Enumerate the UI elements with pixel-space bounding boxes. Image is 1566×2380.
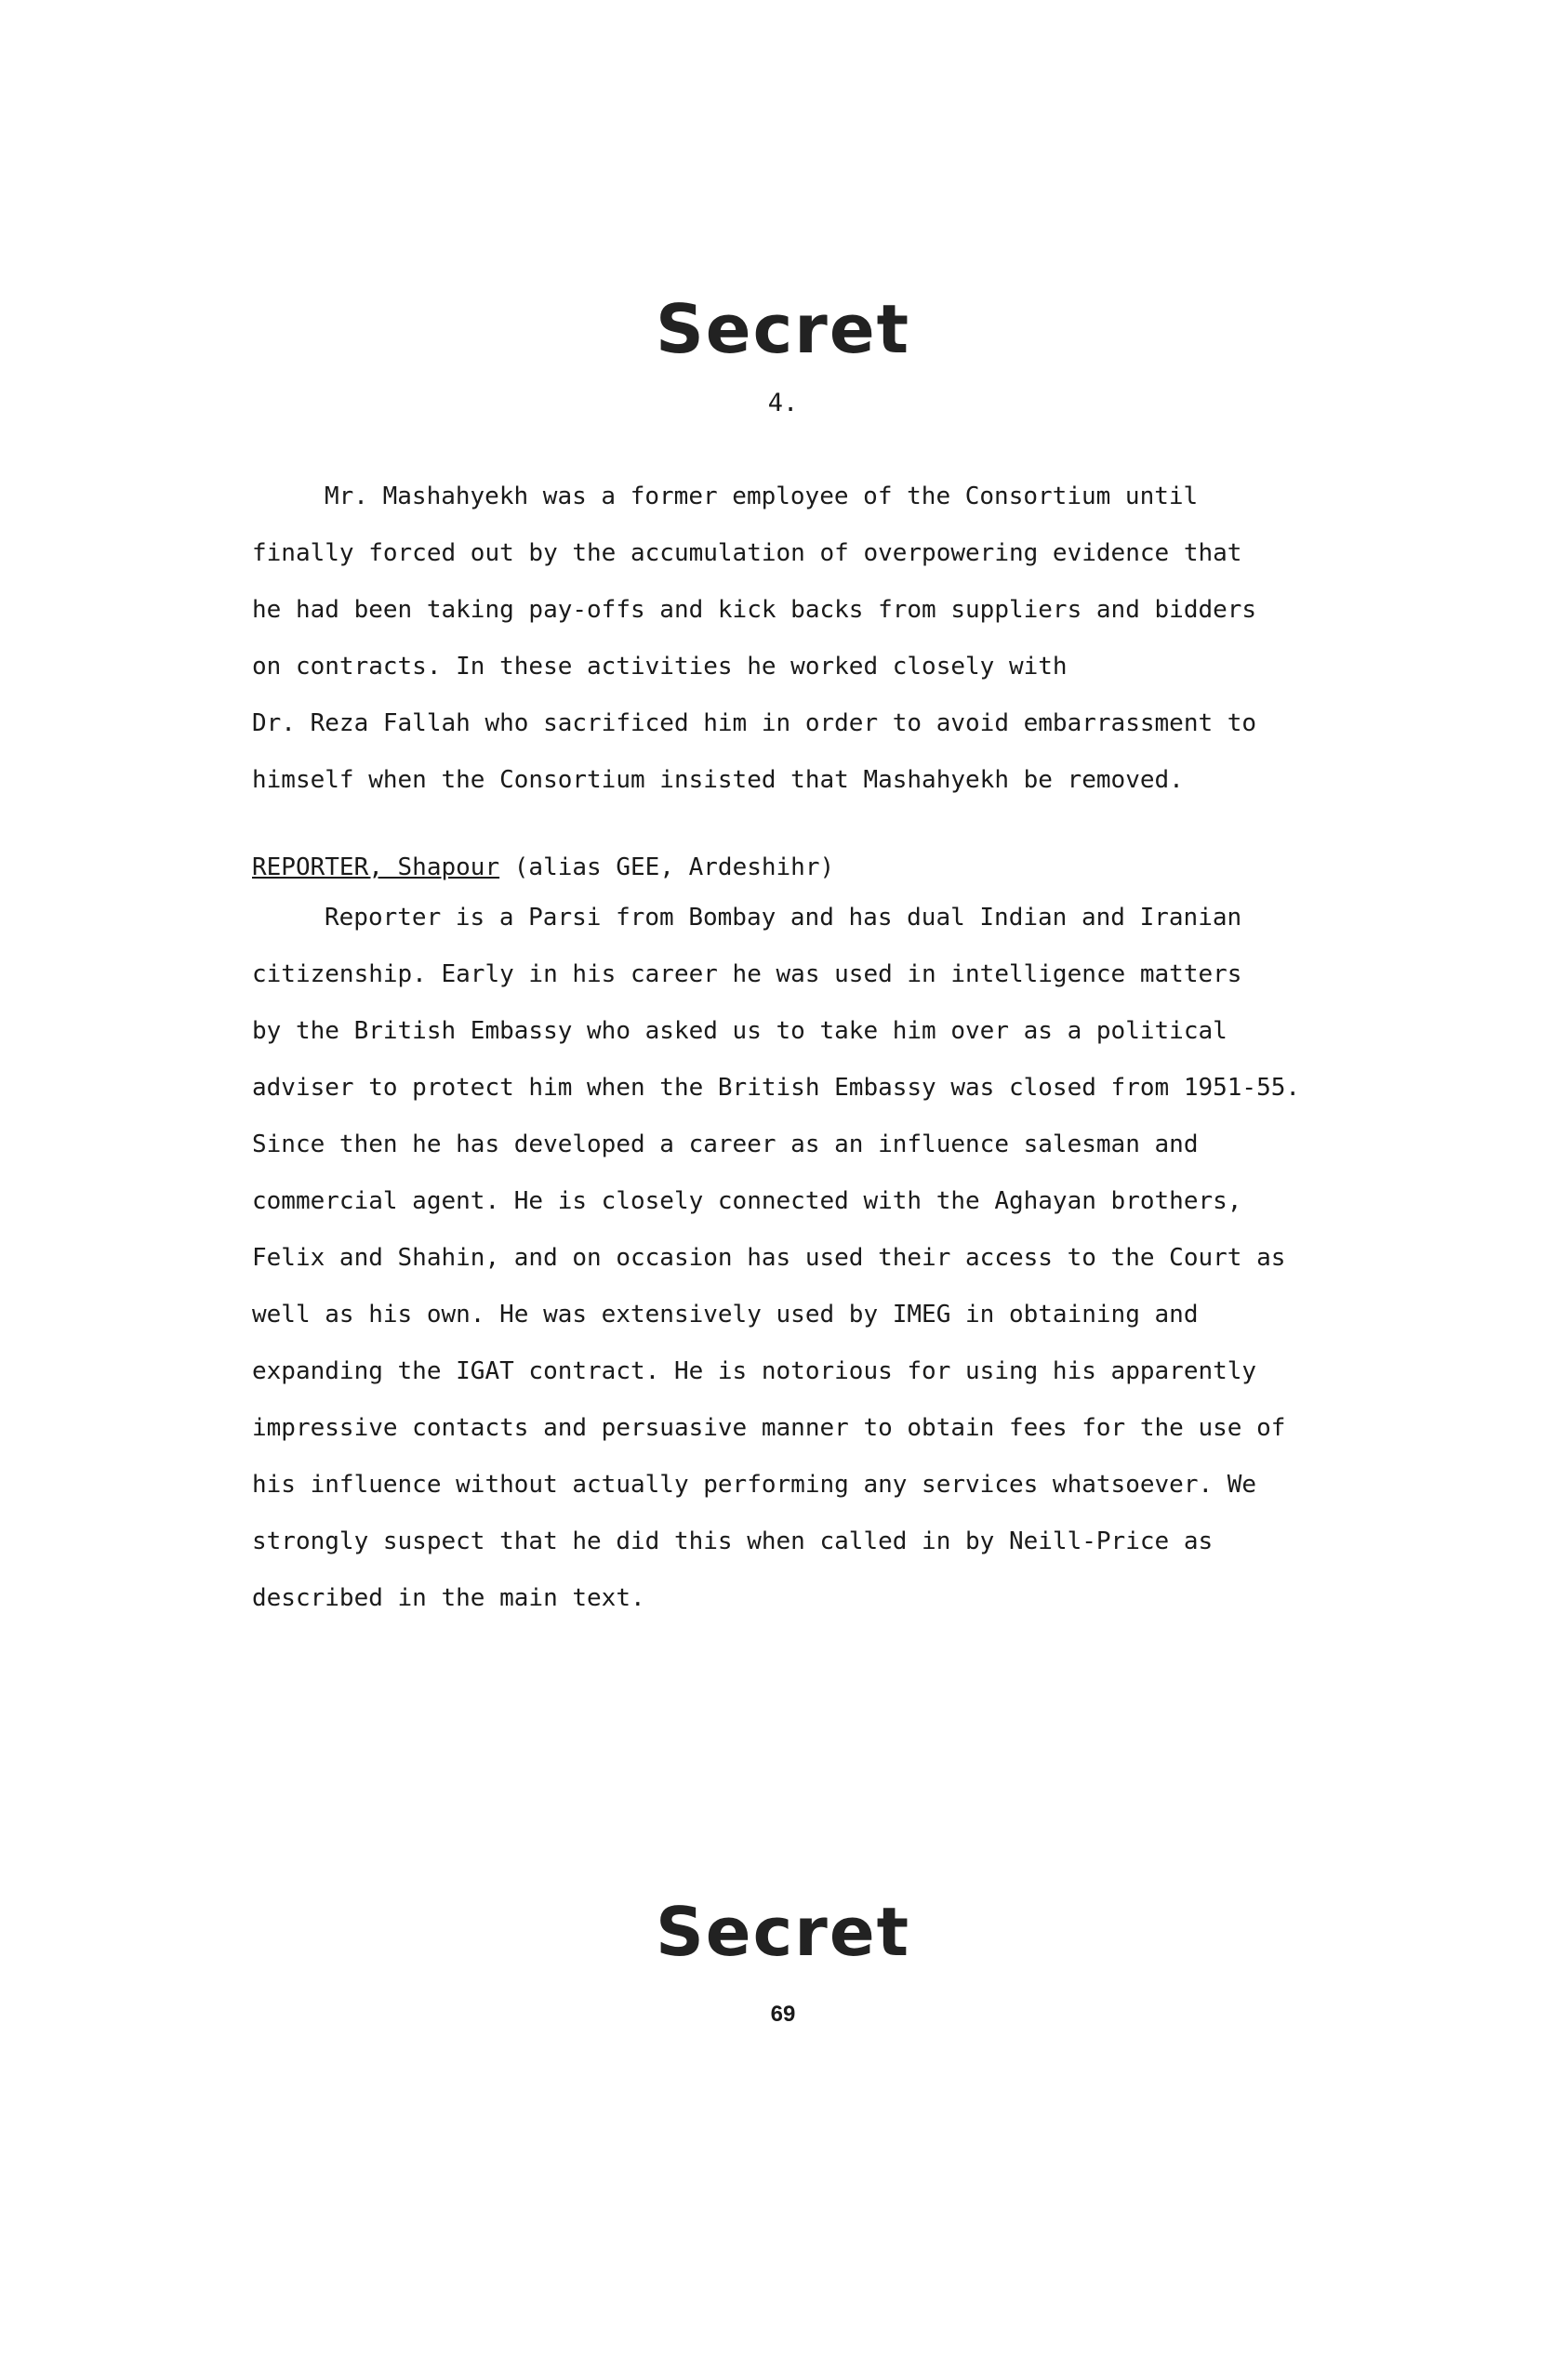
text-line: he had been taking pay-offs and kick backs from suppliers and bidders [252,596,1257,624]
text-line: on contracts. In these activities he worked closely with [252,653,1068,681]
text-line: citizenship. Early in his career he was used in intelligence matters [252,960,1242,988]
secret-stamp-top: Secret [655,290,911,368]
text-line: adviser to protect him when the British Embassy was closed from 1951-55. [252,1074,1301,1102]
text-line: his influence without actually performing any services whatsoever. We [252,1471,1257,1499]
text-line: Reporter is a Parsi from Bombay and has dual Indian and Iranian [325,904,1242,932]
text-line: commercial agent. He is closely connected with the Aghayan brothers, [252,1187,1242,1215]
text-line: by the British Embassy who asked us to take him over as a political [252,1017,1228,1045]
paragraph-mashahyekh [252,469,1303,809]
section-alias: (alias GEE, Ardeshihr) [499,853,835,881]
paragraph-reporter [252,890,1303,1627]
text-line: Since then he has developed a career as an influence salesman and [252,1130,1199,1158]
text-line: impressive contacts and persuasive manner to obtain fees for the use of [252,1414,1286,1442]
text-line: well as his own. He was extensively used by IMEG in obtaining and [252,1301,1199,1329]
section-name: REPORTER, Shapour [252,853,500,881]
text-line: expanding the IGAT contract. He is notorious for using his apparently [252,1357,1257,1385]
secret-stamp-bottom: Secret [655,1893,911,1971]
text-line: Felix and Shahin, and on occasion has used their access to the Court as [252,1244,1286,1272]
text-line: Dr. Reza Fallah who sacrificed him in order to avoid embarrassment to [252,709,1257,737]
text-line: finally forced out by the accumulation of overpowering evidence that [252,539,1242,567]
page-number: 69 [770,2002,796,2027]
text-line: himself when the Consortium insisted that Mashahyekh be removed. [252,766,1184,794]
text-line: described in the main text. [252,1584,645,1612]
page-marker: 4. [767,389,799,417]
text-line: Mr. Mashahyekh was a former employee of the Consortium until [325,483,1199,510]
text-line: strongly suspect that he did this when called in by Neill-Price as [252,1527,1214,1555]
section-heading [252,840,1303,896]
